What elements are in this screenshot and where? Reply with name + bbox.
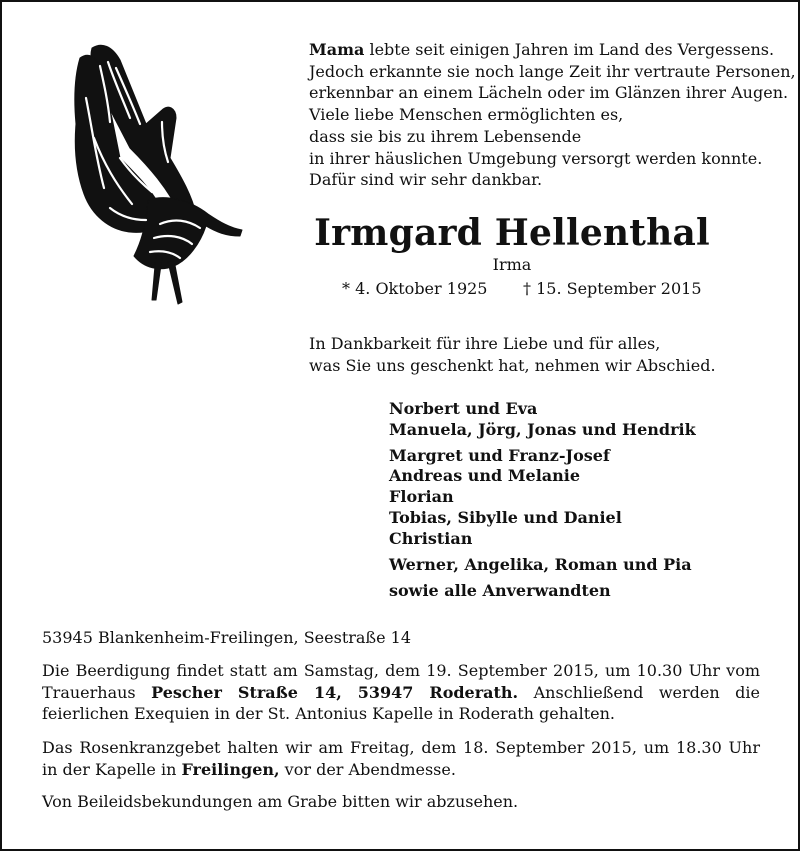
- mourning-address: 53945 Blankenheim-Freilingen, Seestraße 14: [42, 628, 412, 647]
- poem-line: Mama lebte seit einigen Jahren im Land des Vergessens.: [309, 40, 775, 59]
- funeral-place: Pescher Straße 14, 53947 Roderath.: [151, 682, 519, 702]
- poem-line: in ihrer häuslichen Umgebung versorgt werden konnte.: [309, 148, 763, 168]
- family-list: [389, 399, 769, 602]
- thanks-text: [309, 333, 779, 377]
- deceased-nickname: Irma: [492, 255, 532, 274]
- opening-text: [309, 39, 796, 191]
- family-entry: Manuela, Jörg, Jonas und Hendrik: [389, 419, 696, 439]
- family-entry: Florian: [389, 487, 454, 507]
- poem-line: dass sie bis zu ihrem Lebensende: [309, 126, 582, 146]
- funeral-info: Die Beerdigung findet statt am Samstag, dem 19. September 2015, um 10.30 Uhr vom Trauerhaus Pescher Straße 14, 53947 Roderath. Anschließend werden die feierlichen Exequien in der St. Antonius Kapelle in Roderath gehalten.: [42, 661, 760, 724]
- birth-date: * 4. Oktober 1925: [342, 279, 488, 298]
- poem-line: Dafür sind wir sehr dankbar.: [309, 170, 543, 190]
- poem-line: Jedoch erkannte sie noch lange Zeit ihr vertraute Personen,: [309, 61, 796, 81]
- family-entry: Werner, Angelika, Roman und Pia: [389, 554, 692, 574]
- thanks-line: In Dankbarkeit für ihre Liebe und für alles,: [309, 334, 661, 353]
- family-entry: Tobias, Sibylle und Daniel: [389, 507, 622, 527]
- family-entry: Margret und Franz-Josef: [389, 445, 610, 465]
- family-closing: sowie alle Anverwandten: [389, 581, 611, 601]
- family-entry: Norbert und Eva: [389, 399, 538, 418]
- deceased-name: Irmgard Hellenthal: [314, 212, 710, 254]
- poem-line: erkennbar an einem Lächeln oder im Glänzen ihrer Augen.: [309, 83, 789, 103]
- thanks-line: was Sie uns geschenkt hat, nehmen wir Abschied.: [309, 356, 716, 375]
- family-entry: Andreas und Melanie: [389, 466, 581, 486]
- praying-hands-icon: [50, 38, 250, 310]
- death-date: † 15. September 2015: [523, 279, 702, 298]
- family-entry: Christian: [389, 528, 473, 548]
- closing-note: Von Beileidsbekundungen am Grabe bitten wir abzusehen.: [42, 792, 519, 811]
- rosary-info: Das Rosenkranzgebet halten wir am Freitag, dem 18. September 2015, um 18.30 Uhr in der Kapelle in Freilingen, vor der Abendmesse.: [42, 738, 760, 779]
- poem-line: Viele liebe Menschen ermöglichten es,: [309, 105, 624, 125]
- rosary-place: Freilingen,: [181, 759, 280, 779]
